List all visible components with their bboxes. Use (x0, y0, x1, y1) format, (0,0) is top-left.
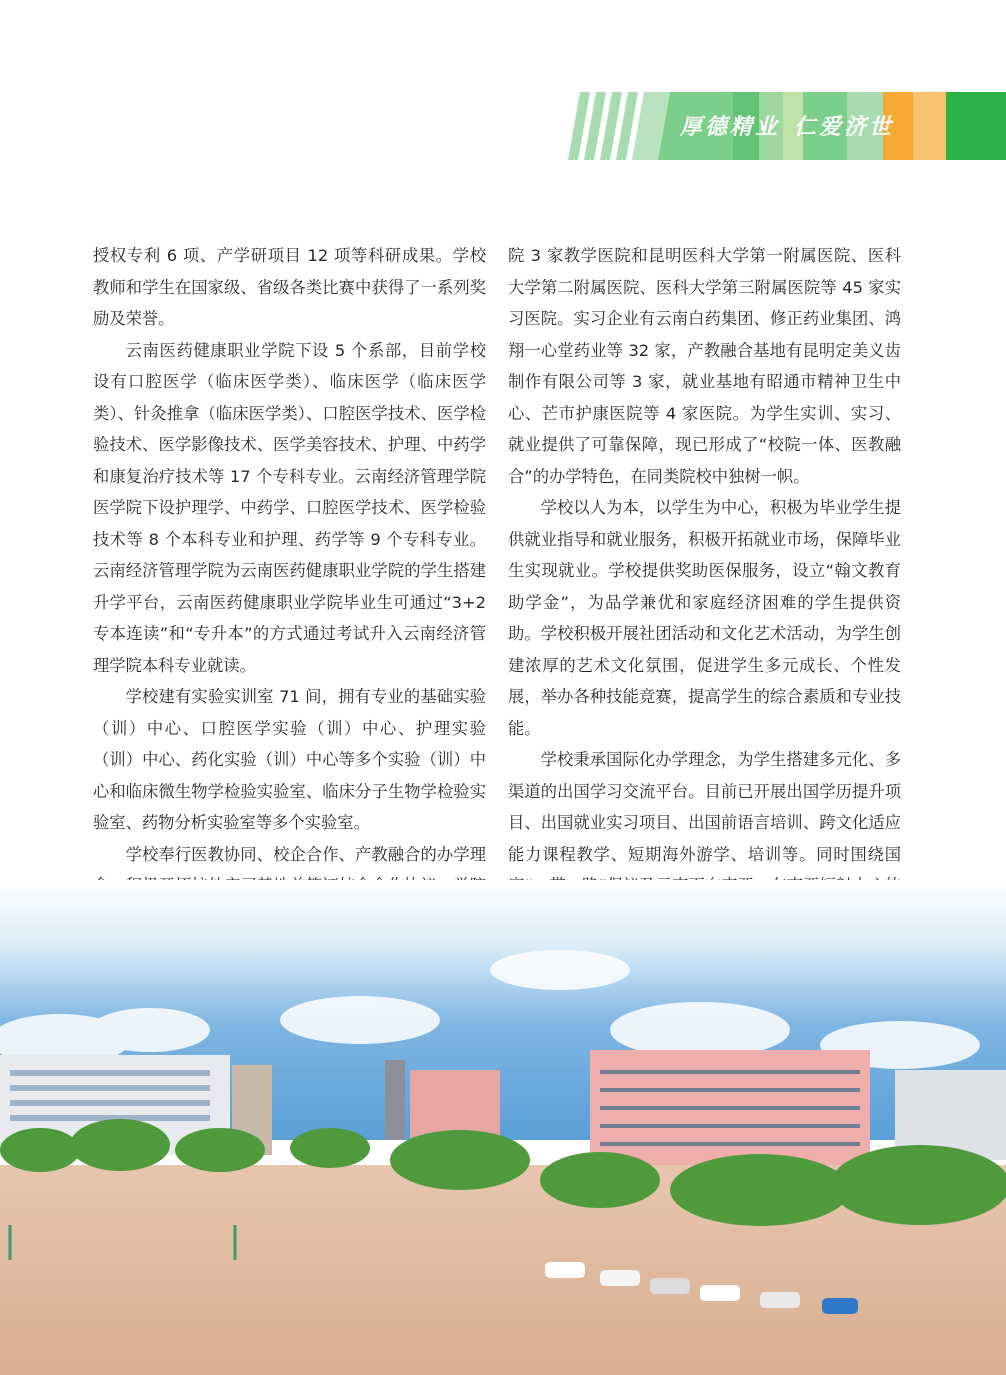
paragraph: 授权专利 6 项、产学研项目 12 项等科研成果。学校教师和学生在国家级、省级各类比赛中获得了一系列奖励及荣誉。 (93, 246, 486, 328)
paragraph: 学校以人为本，以学生为中心，积极为毕业学生提供就业指导和就业服务，积极开拓就业市场，保障毕业生实现就业。学校提供奖助医保服务，设立“翰文教育助学金”，为品学兼优和家庭经济困难的学生提供资助。学校积极开展社团活动和文化艺术活动，为学生创建浓厚的艺术文化氛围，促进学生多元成长、个性发展，举办各种技能竞赛，提高学生的综合素质和专业技能。 (508, 498, 901, 738)
paragraph: 学校秉承国际化办学理念，为学生搭建多元化、多渠道的出国学习交流平台。目前已开展出国学历提升项目、出国就业实习项目、出国前语言培训、跨文化适应能力课程教学、短期海外游学、培训等。同时围绕国 (508, 750, 901, 864)
banner-block (946, 92, 1006, 160)
motto-part: 仁爱济世 (794, 114, 895, 140)
paragraph: 院 3 家教学医院和昆明医科大学第一附属医院、医科大学第二附属医院、医科大学第三附属医院等 45 家实习医院。实习企业有云南白药集团、修正药业集团、鸿翔一心堂药业等 32 家，产教融合基地有昆明定美义齿制作有限公司等 3 家，就业基地有昭通市精神卫生中心、芒市护康医院等 4 家医院。为学生实训、实习、就业提供了可靠保障，现已形成了“校院一体、医教融合”的办学特色，在同类院校中独树一帜。 (508, 246, 901, 486)
paragraph: 云南医药健康职业学院下设 5 个系部，目前学校设有口腔医学（临床医学类）、临床医学（临床医学类）、针灸推拿（临床医学类）、口腔医学技术、医学检验技术、医学影像技术、医学美容技术、护理、中药学和康复治疗技术等 17 个专科专业。云南经济管理学院医学院下设护理学、中药学、口腔医学技术、医学检验技术等 8 个本科专业和护理、药学等 9 个专科专业。云南经济管理学院为云南医药健康职业学院的学生搭建升学平台，云南医药健康职业学院毕业生可通过“3+2 专本连读”和“专升本”的方式通过考试升入云南经济管理学院本科专业就读。 (93, 340, 486, 675)
school-motto (680, 112, 908, 142)
motto-part: 厚德精业 (680, 114, 781, 140)
header-banner (568, 92, 1006, 160)
campus-photo (0, 880, 1006, 1375)
banner-block (913, 92, 946, 160)
building-distant (385, 1060, 405, 1140)
paragraph: 学校奉行医教协同、校企合作、产教融合的办学理 (125, 844, 486, 864)
paragraph: 学校建有实验实训室 71 间，拥有专业的基础实验（训）中心、口腔医学实验（训）中心、护理实验（训）中心、药化实验（训）中心等多个实验（训）中心和临床微生物学检验实验室、临床分子生物学检验实验室、药物分析实验室等多个实验室。 (93, 687, 486, 832)
campus-illustration (0, 880, 1006, 1375)
